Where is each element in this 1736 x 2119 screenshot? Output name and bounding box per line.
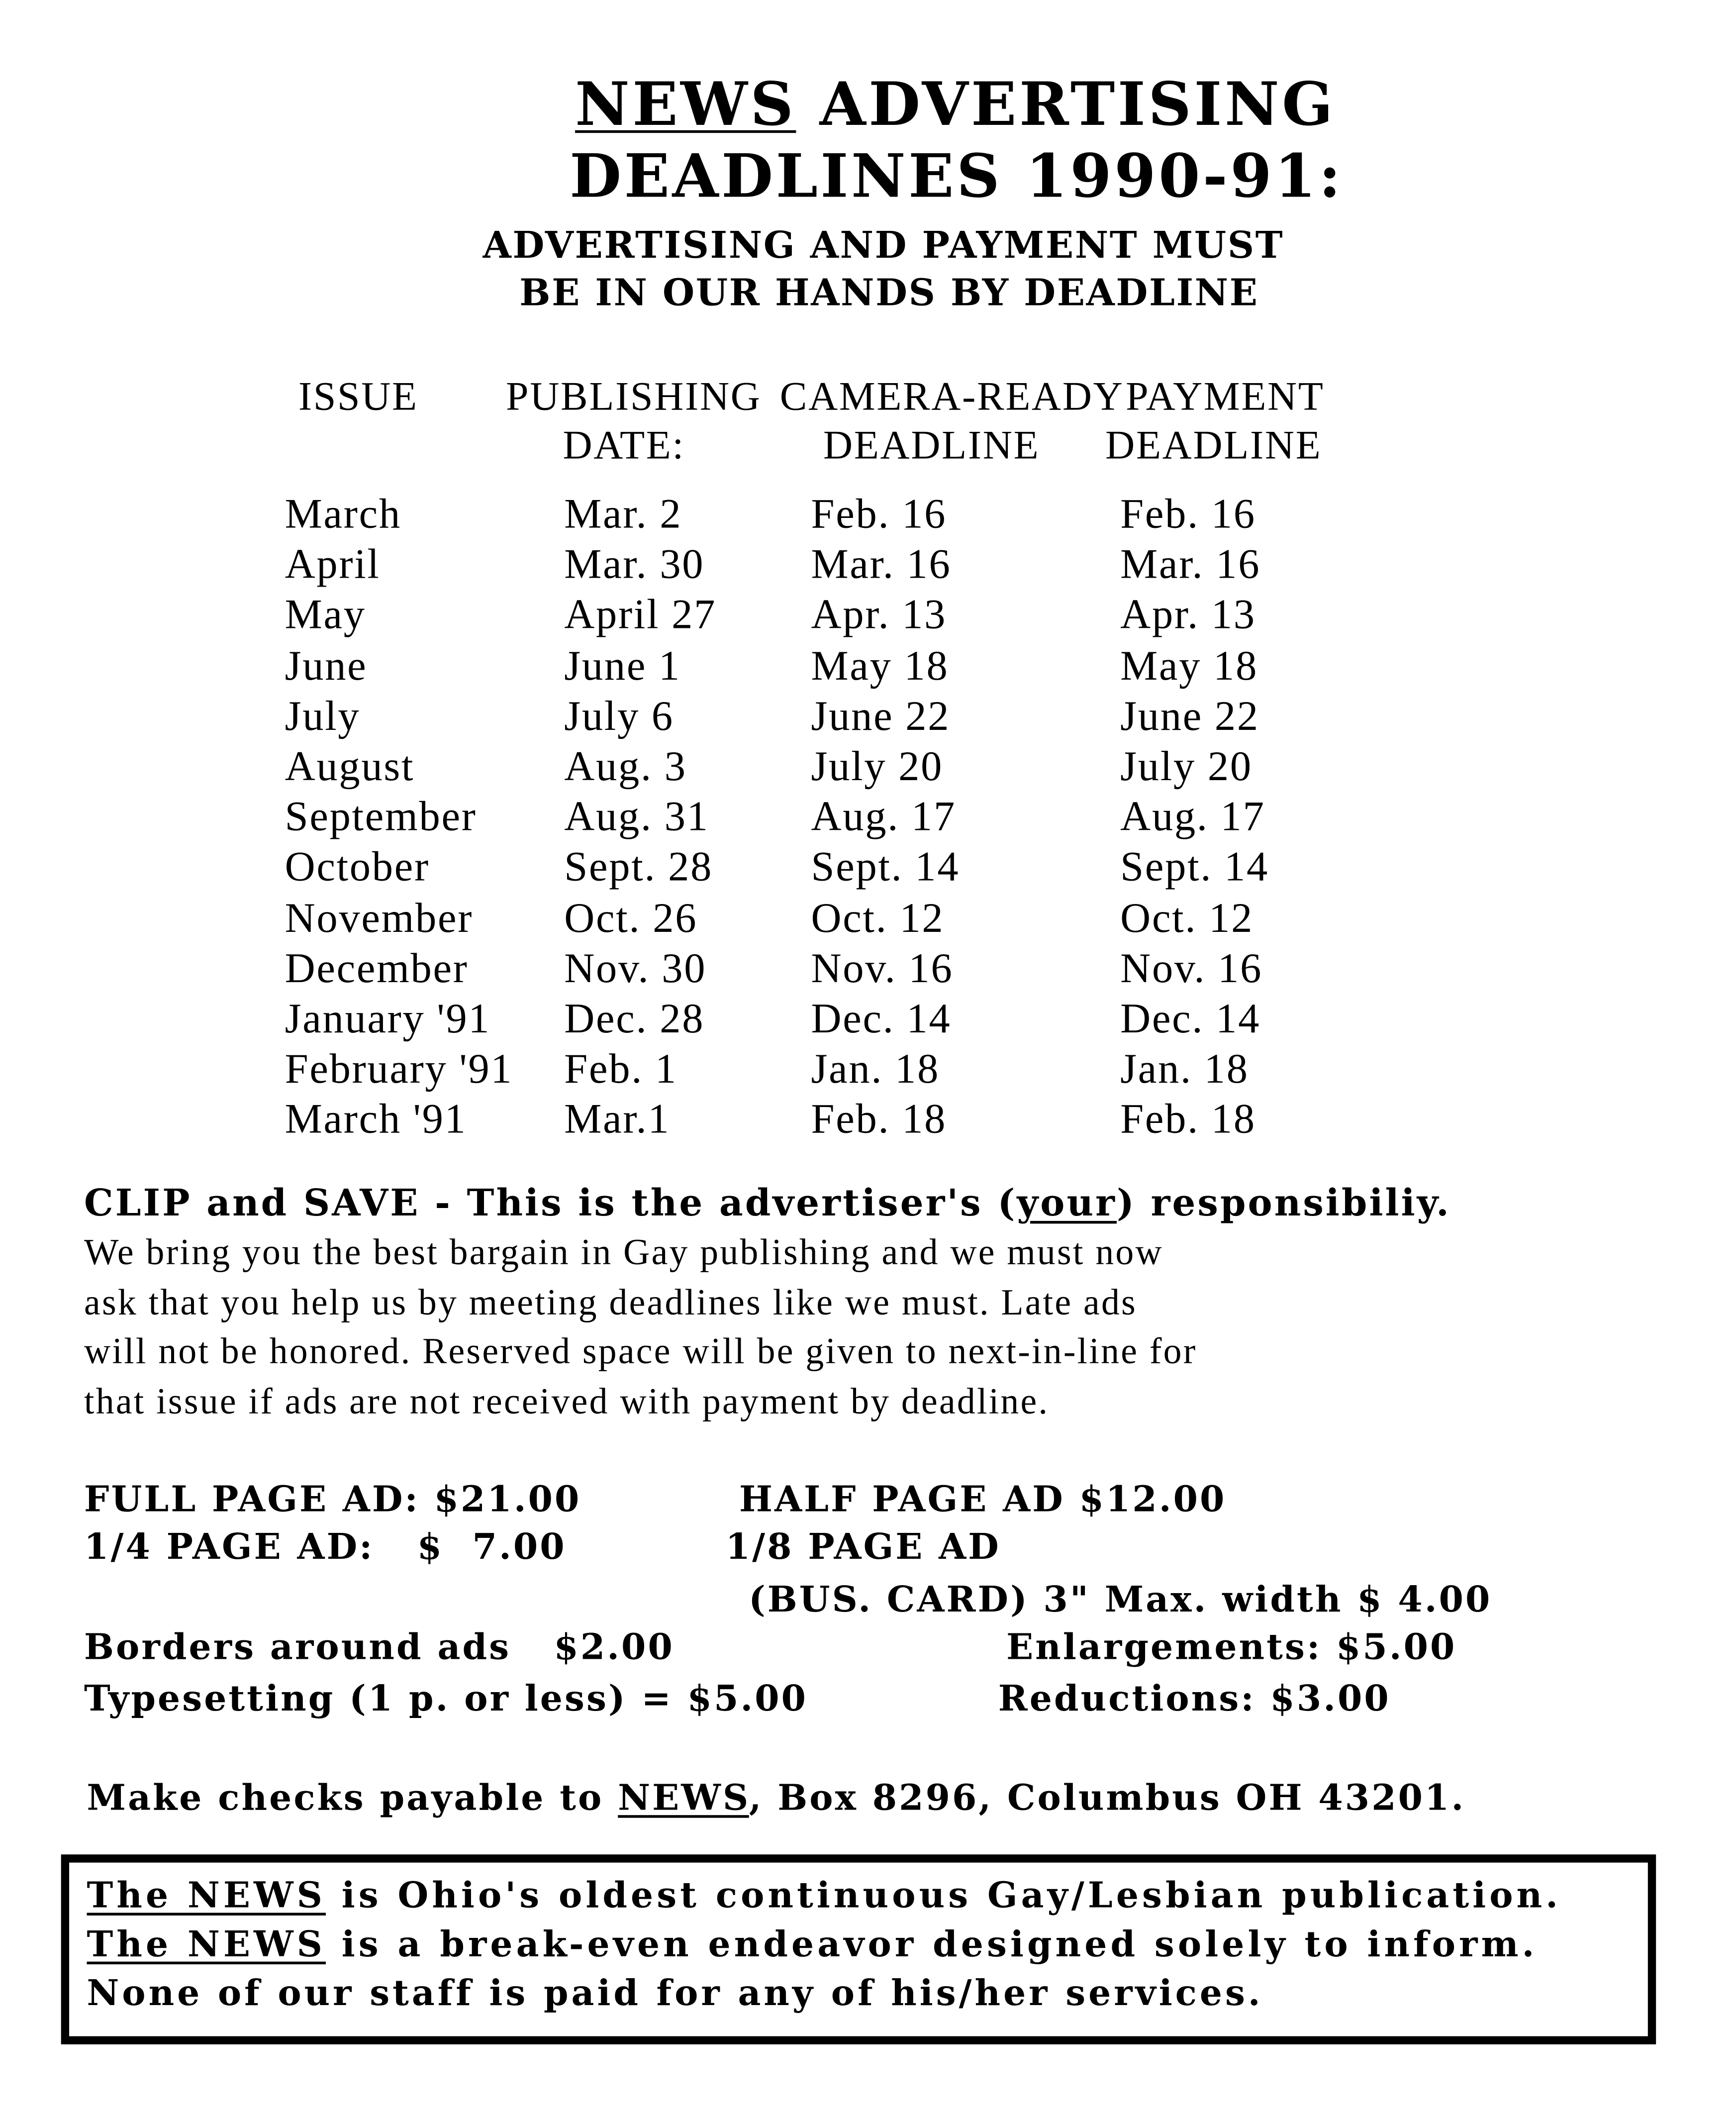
- cell-payment-deadline: Sept. 14: [1120, 843, 1269, 891]
- rate-quarter-page: 1/4 PAGE AD: $ 7.00: [84, 1527, 567, 1568]
- cell-camera-ready-deadline: Oct. 12: [811, 893, 945, 941]
- header-issue: ISSUE: [298, 374, 418, 419]
- cell-publishing-date: Oct. 26: [564, 893, 698, 941]
- cell-payment-deadline: Oct. 12: [1120, 893, 1254, 941]
- cell-publishing-date: April 27: [564, 591, 717, 638]
- rate-typesetting: Typesetting (1 p. or less) = $5.00: [84, 1679, 808, 1720]
- cell-publishing-date: June 1: [564, 641, 681, 689]
- about-line-2: [87, 1925, 1538, 1966]
- rate-borders: Borders around ads $2.00: [84, 1627, 675, 1669]
- cell-payment-deadline: Mar. 16: [1120, 540, 1261, 588]
- cell-publishing-date: Feb. 1: [564, 1044, 677, 1093]
- subtitle-line-1: ADVERTISING AND PAYMENT MUST: [482, 225, 1284, 268]
- about-text: is Ohio's oldest continuous Gay/Lesbian publication.: [325, 1876, 1562, 1917]
- rate-full-page: FULL PAGE AD: $21.00: [84, 1480, 581, 1521]
- cell-camera-ready-deadline: Aug. 17: [811, 792, 956, 840]
- cell-issue: September: [285, 792, 477, 840]
- cell-issue: December: [285, 944, 469, 992]
- cell-payment-deadline: May 18: [1120, 641, 1258, 689]
- header-payment: PAYMENT: [1126, 374, 1325, 419]
- cell-issue: April: [285, 540, 381, 588]
- cell-payment-deadline: Aug. 17: [1120, 792, 1265, 840]
- cell-publishing-date: Mar. 2: [564, 490, 682, 537]
- cell-payment-deadline: Jan. 18: [1120, 1044, 1249, 1093]
- clip-and-save-heading: [84, 1183, 1451, 1225]
- cell-publishing-date: Nov. 30: [564, 944, 707, 992]
- cell-publishing-date: Sept. 28: [564, 843, 713, 891]
- notice-line: We bring you the best bargain in Gay publishing and we must now: [84, 1231, 1163, 1273]
- your-underlined: your: [1017, 1183, 1117, 1225]
- about-text: is a break-even endeavor designed solely to inform.: [325, 1925, 1538, 1966]
- cell-payment-deadline: Feb. 16: [1120, 490, 1256, 537]
- news-underlined: NEWS: [618, 1778, 749, 1819]
- title-line-1: [575, 71, 1336, 140]
- about-line-1: [87, 1876, 1562, 1917]
- cell-issue: January '91: [285, 994, 491, 1042]
- rate-reductions: Reductions: $3.00: [998, 1679, 1391, 1720]
- cell-issue: February '91: [285, 1044, 513, 1093]
- notice-line: ask that you help us by meeting deadlines like we must. Late ads: [84, 1282, 1137, 1323]
- cell-camera-ready-deadline: Feb. 18: [811, 1095, 947, 1143]
- cell-payment-deadline: Feb. 18: [1120, 1095, 1256, 1143]
- the-news-underlined: The NEWS: [87, 1876, 326, 1917]
- news-title-underlined: NEWS: [575, 70, 796, 140]
- checks-text: Make checks payable to: [87, 1778, 618, 1819]
- header-payment-deadline: DEADLINE: [1105, 423, 1322, 468]
- header-camera-deadline: DEADLINE: [823, 423, 1040, 468]
- cell-issue: March '91: [285, 1095, 467, 1143]
- rate-half-page: HALF PAGE AD $12.00: [739, 1480, 1227, 1521]
- cell-issue: June: [285, 641, 368, 689]
- cell-camera-ready-deadline: Feb. 16: [811, 490, 947, 537]
- notice-line: will not be honored. Reserved space will be given to next-in-line for: [84, 1330, 1197, 1372]
- cell-publishing-date: Aug. 31: [564, 792, 709, 840]
- header-publishing: PUBLISHING: [506, 374, 762, 419]
- rate-business-card: (BUS. CARD) 3" Max. width $ 4.00: [749, 1580, 1492, 1621]
- cell-payment-deadline: June 22: [1120, 692, 1259, 739]
- cell-camera-ready-deadline: Dec. 14: [811, 994, 952, 1042]
- cell-payment-deadline: July 20: [1120, 742, 1253, 790]
- rate-eighth-page: 1/8 PAGE AD: [725, 1527, 1001, 1568]
- cell-camera-ready-deadline: Nov. 16: [811, 944, 954, 992]
- subtitle-line-2: BE IN OUR HANDS BY DEADLINE: [519, 273, 1259, 315]
- cell-publishing-date: Mar. 30: [564, 540, 705, 588]
- header-camera-ready: CAMERA-READY: [779, 374, 1124, 419]
- cell-camera-ready-deadline: Mar. 16: [811, 540, 952, 588]
- cell-publishing-date: Dec. 28: [564, 994, 705, 1042]
- the-news-underlined: The NEWS: [87, 1925, 326, 1966]
- cell-camera-ready-deadline: June 22: [811, 692, 951, 739]
- lead-text: CLIP and SAVE - This is the advertiser's (: [84, 1183, 1017, 1225]
- cell-issue: March: [285, 490, 401, 537]
- rate-enlargements: Enlargements: $5.00: [1006, 1627, 1457, 1669]
- cell-issue: May: [285, 591, 366, 638]
- cell-publishing-date: Aug. 3: [564, 742, 687, 790]
- cell-issue: October: [285, 843, 430, 891]
- cell-camera-ready-deadline: Sept. 14: [811, 843, 960, 891]
- lead-text-end: ) responsibiliy.: [1116, 1183, 1451, 1225]
- header-date: DATE:: [563, 423, 685, 468]
- cell-issue: August: [285, 742, 415, 790]
- title-rest: ADVERTISING: [796, 70, 1336, 140]
- cell-camera-ready-deadline: July 20: [811, 742, 944, 790]
- cell-camera-ready-deadline: Apr. 13: [811, 591, 947, 638]
- cell-issue: July: [285, 692, 361, 739]
- checks-address: , Box 8296, Columbus OH 43201.: [749, 1778, 1466, 1819]
- about-line-3: None of our staff is paid for any of his/her services.: [87, 1974, 1263, 2015]
- title-line-2: DEADLINES 1990-91:: [570, 142, 1344, 212]
- cell-payment-deadline: Apr. 13: [1120, 591, 1256, 638]
- cell-publishing-date: July 6: [564, 692, 674, 739]
- cell-payment-deadline: Dec. 14: [1120, 994, 1261, 1042]
- cell-camera-ready-deadline: Jan. 18: [811, 1044, 940, 1093]
- cell-publishing-date: Mar.1: [564, 1095, 671, 1143]
- cell-issue: November: [285, 893, 474, 941]
- cell-camera-ready-deadline: May 18: [811, 641, 949, 689]
- cell-payment-deadline: Nov. 16: [1120, 944, 1263, 992]
- checks-payable: [87, 1779, 1466, 1819]
- notice-line: that issue if ads are not received with payment by deadline.: [84, 1381, 1050, 1422]
